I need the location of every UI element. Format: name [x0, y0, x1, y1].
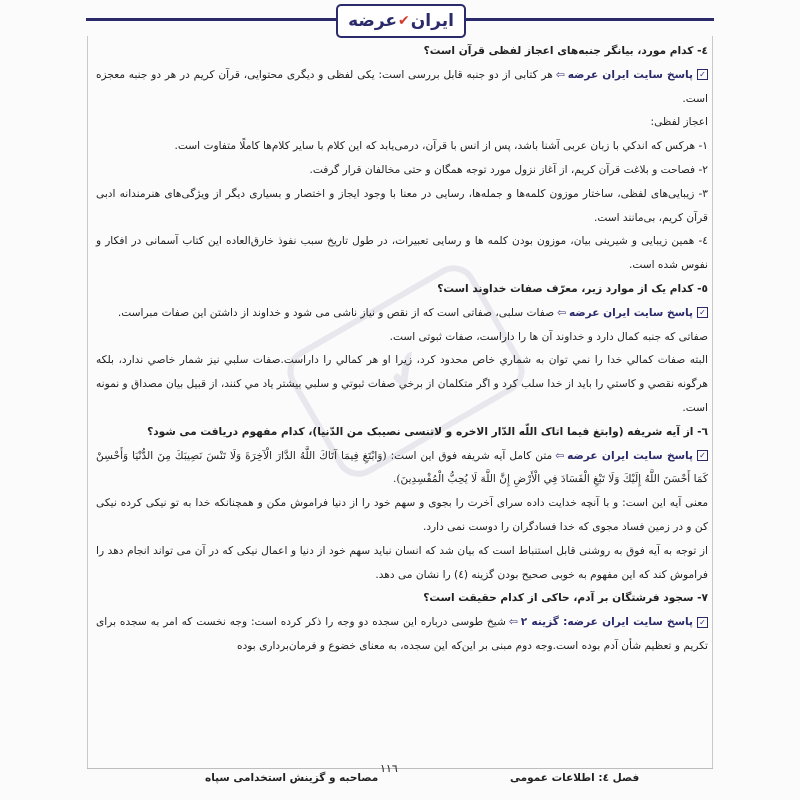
checkbox-icon: ✓: [697, 307, 708, 318]
list-item: ٢- فصاحت و بلاغت قرآن كريم، از آغاز نزول مورد توجه همگان و حتی مخالفان قرار گرفت.: [309, 163, 708, 176]
paragraph: از توجه به آيه فوق به روشنی قابل استنباط است كه بيان شد كه انسان نبايد سهم خود از دنيا و اعمال نيكی كه در آن می تواند انجام دهد را فراموش كند كه اين مفهوم به خوبی صحيح بودن گزينه (٤) را نشان می دهد.: [96, 544, 708, 581]
question-5: ٥- كدام يک از موارد زير، معرّف صفات خداوند است؟: [437, 282, 708, 295]
margin-rule-left: [87, 36, 88, 768]
list-item: ٤- همین زیبایی و شیرینی بیان، موزون بودن کلمه ها و رسایی تعبیرات، در طول تاریخ سبب نفوذ خارق‌العاده این کتاب آسمانی در افکار و نفوس شده است.: [96, 235, 708, 272]
question-6: ٦- از آيه شريفه (وابتغ فيما اتاک اللّه الدّار الاخره و لاتنسی نصيبک من الدّنيا)، كدام مفهوم دريافت می شود؟: [147, 425, 708, 438]
answer-text: صفات سلبی، صفاتی است كه از نقص و نیاز ناشی می شود و خداوند از داشتن این صفات مبراست.: [117, 306, 555, 319]
margin-rule-right: [712, 36, 713, 768]
footer-rule: [87, 768, 713, 769]
list-item: ٣- زیبایی‌های لفظی، ساختار موزون كلمه‌ها و جمله‌ها، رسایی در معنا با وجود ايجاز و اختصار و بسیاری ديگر از ویژگی‌های هنرمندانه ادبی قرآن كريم، بی‌مانند است.: [96, 187, 708, 224]
logo-text-iran: ایران: [410, 11, 454, 31]
question-4: ٤- كدام مورد، بيانگر جنبه‌های اعجاز لفظی قرآن است؟: [423, 45, 708, 57]
checkbox-icon: ✓: [697, 69, 708, 80]
footer-chapter: فصل ٤: اطلاعات عمومی: [510, 772, 640, 784]
answer-text: هر کتابی از دو جنبه قابل بررسی است: یکی لفظی و دیگری محتوایی، قرآن کریم در هر دو جنبه معجزه است.: [96, 68, 708, 105]
answer-text: شيخ طوسی درباره اين سجده دو وجه را ذكر كرده است: وجه نخست كه امر به سجده برای تكريم و تعظيم شأن آدم بوده است.وجه دوم مبنی بر اين‌كه اين سجده، به معنای خضوع و فرمان‌برداری بوده: [96, 616, 708, 652]
header-rule-right: [462, 18, 714, 21]
header-rule-left: [86, 18, 336, 21]
check-icon: ✔: [398, 13, 410, 29]
arrow-icon: ⇦: [557, 306, 566, 319]
paragraph: صفاتی که جنبه کمال دارد و خداوند آن ها را داراست، صفات ثبوتی است.: [389, 330, 708, 343]
paragraph: البته صفات كمالي خدا را نمي توان به شماري خاص محدود كرد، زيرا او هر كمالي را داراست.صفات سلبي نيز شمار خاصي ندارد، بلكه هرگونه نقصي و كاستي را بايد از خدا سلب كرد و اگر متكلمان از برخي صفات ثبوتي و سلبي بيشتر ياد مي كنند، از قبيل بيان مصداق و نمونه است.: [96, 354, 708, 414]
checkbox-icon: ✓: [697, 450, 708, 461]
list-item: ١- هرکس كه اندكي با زبان عربی آشنا باشد، پس از انس با قرآن، درمی‌یابد كه این كلام با سایر كلام‌ها كاملًا متفاوت است.: [174, 140, 708, 153]
answer-6: [96, 445, 708, 493]
page-content: [96, 40, 708, 659]
quran-verse: (وَابْتَغِ فِيمَا آتَاكَ اللَّهُ الدَّارَ الْآخِرَةَ وَلَا تَنْسَ نَصِيبَكَ مِنَ الدُّنْيَا وَأَحْسِنْ كَمَا أَحْسَنَ اللَّهُ إِلَيْكَ وَلَا تَبْغِ الْفَسَادَ فِي الْأَرْضِ إِنَّ اللَّهَ لَا يُحِبُّ الْمُفْسِدِينَ).: [96, 449, 708, 486]
question-7: ٧- سجود فرشتگان بر آدم، حاكی از كدام حقيقت است؟: [423, 592, 708, 605]
arrow-icon: ⇦: [555, 68, 565, 81]
logo-text-arzeh: عرضه: [348, 11, 398, 31]
footer-book-title: مصاحبه و گزینش استخدامی سپاه: [205, 772, 379, 784]
answer-5: [96, 302, 708, 326]
paragraph: معنی آيه اين است: و با آنچه خدایت داده سرای آخرت را بجوی و سهم خود را از دنيا فراموش مكن و همچنانكه خدا به تو نيكی كرده نيكی كن و در زمين فساد مجوی كه خدا فسادگران را دوست نمی دارد.: [96, 497, 708, 533]
brand-logo: [336, 4, 466, 38]
arrow-icon: ⇦: [508, 616, 518, 629]
sub-heading: اعجاز لفظی:: [650, 116, 708, 129]
answer-tag: پاسخ سایت ایران عرضه: [567, 449, 693, 462]
watermark-logo: ✔: [279, 257, 534, 486]
answer-tag: پاسخ سایت ایران عرضه: گزینه ٢: [520, 616, 693, 629]
answer-intro: متن كامل آيه شريفه فوق اين است:: [390, 449, 553, 462]
checkbox-icon: ✓: [697, 617, 708, 628]
page-number: ١١٦: [380, 762, 398, 775]
answer-4: [96, 64, 708, 112]
answer-tag: پاسخ سایت ایران عرضه: [567, 68, 693, 81]
answer-tag: پاسخ سایت ایران عرضه: [568, 306, 693, 319]
answer-7: [96, 611, 708, 659]
arrow-icon: ⇦: [555, 449, 565, 462]
